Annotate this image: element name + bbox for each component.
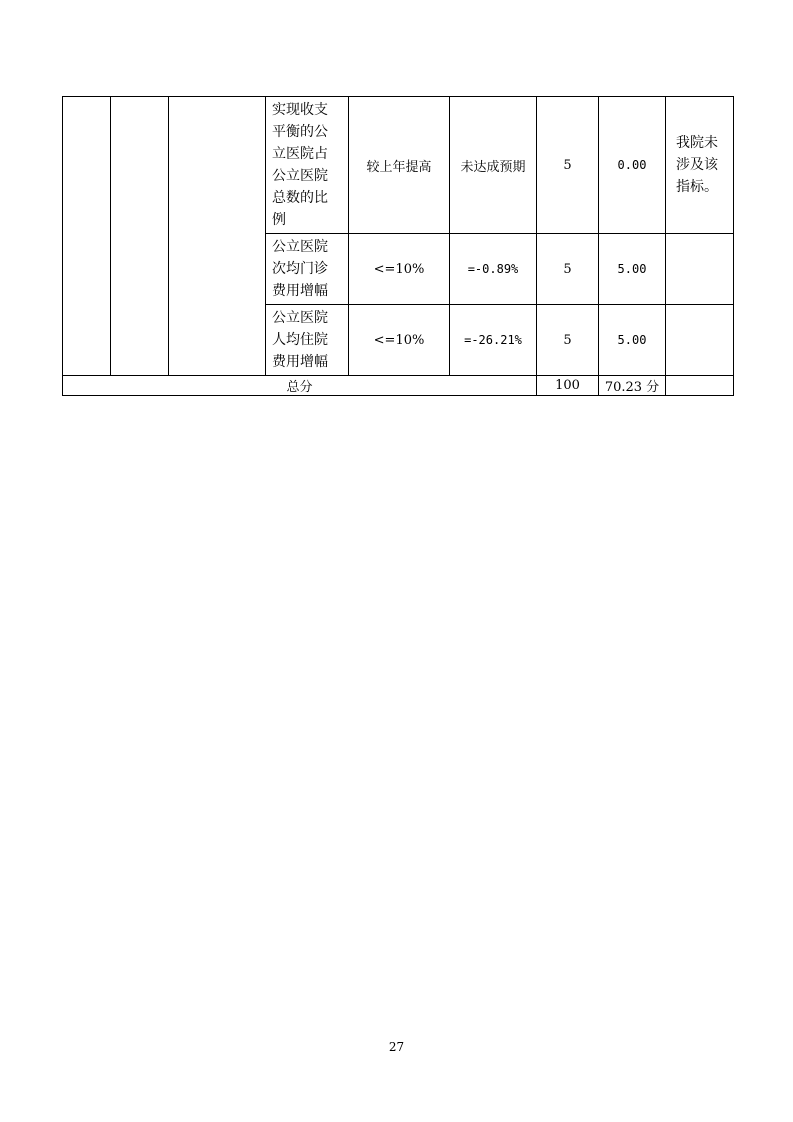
weight-value: 5 bbox=[537, 305, 599, 376]
total-weight: 100 bbox=[537, 376, 599, 396]
actual-value: 未达成预期 bbox=[450, 97, 537, 234]
level2-cell bbox=[111, 97, 169, 376]
note-cell bbox=[666, 234, 734, 305]
total-row bbox=[63, 376, 734, 396]
weight-value: 5 bbox=[537, 97, 599, 234]
note-cell: 我院未 涉及该 指标。 bbox=[666, 97, 734, 234]
performance-table bbox=[62, 96, 734, 396]
page-number: 27 bbox=[388, 1040, 405, 1054]
score-value: 5.00 bbox=[599, 234, 666, 305]
level3-cell bbox=[169, 97, 266, 376]
indicator-name: 实现收支 平衡的公 立医院占 公立医院 总数的比 例 bbox=[266, 97, 349, 234]
weight-value: 5 bbox=[537, 234, 599, 305]
score-value: 5.00 bbox=[599, 305, 666, 376]
actual-value: =-0.89% bbox=[450, 234, 537, 305]
total-label: 总分 bbox=[63, 376, 537, 396]
total-note bbox=[666, 376, 734, 396]
indicator-name: 公立医院 人均住院 费用增幅 bbox=[266, 305, 349, 376]
total-score: 70.23 分 bbox=[599, 376, 666, 396]
actual-value: =-26.21% bbox=[450, 305, 537, 376]
score-value: 0.00 bbox=[599, 97, 666, 234]
target-value: 较上年提高 bbox=[349, 97, 450, 234]
target-value: <=10% bbox=[349, 234, 450, 305]
level1-cell bbox=[63, 97, 111, 376]
table-row bbox=[63, 97, 734, 234]
note-cell bbox=[666, 305, 734, 376]
target-value: <=10% bbox=[349, 305, 450, 376]
indicator-name: 公立医院 次均门诊 费用增幅 bbox=[266, 234, 349, 305]
